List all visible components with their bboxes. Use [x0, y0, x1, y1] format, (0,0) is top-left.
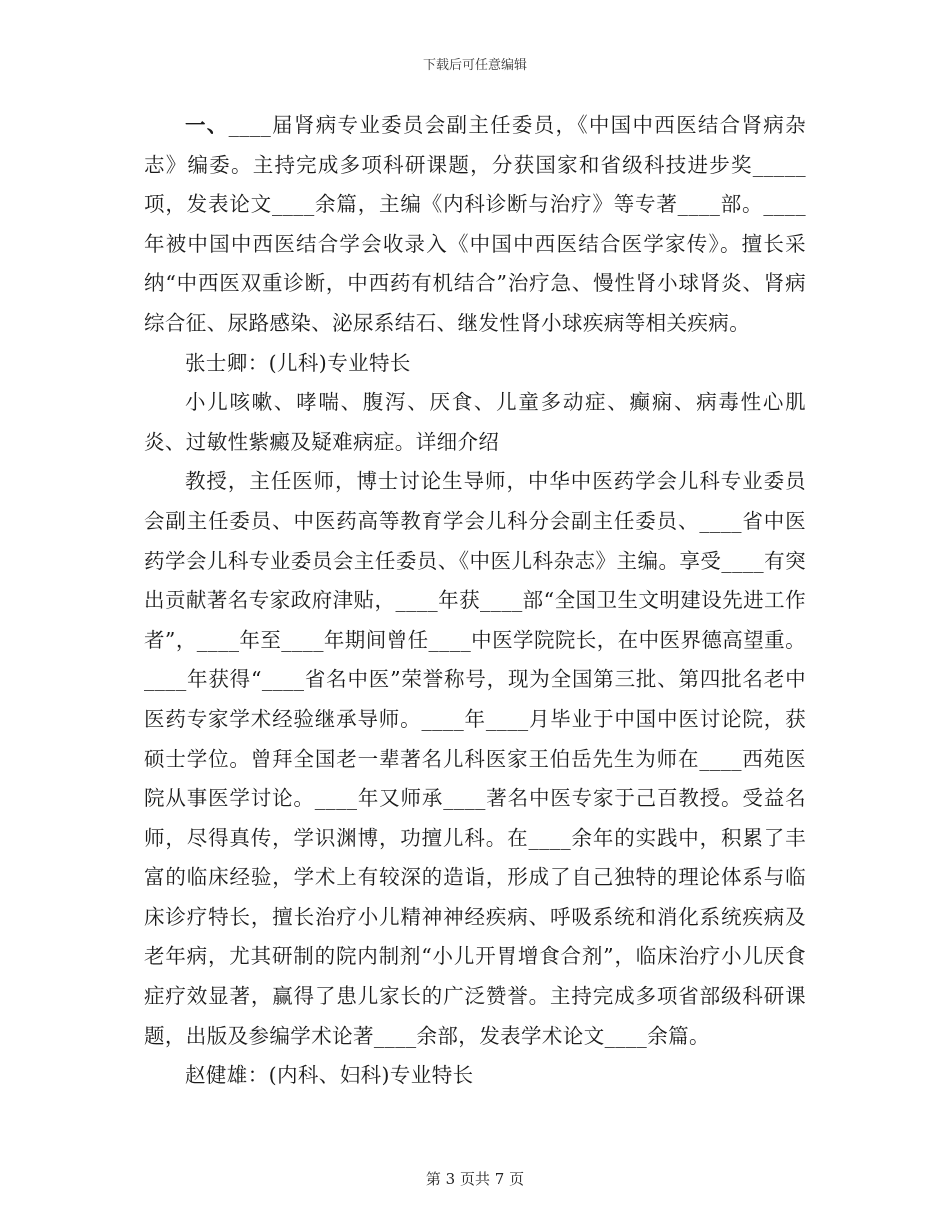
person-heading-zhao: 赵健雄：(内科、妇科)专业特长	[185, 1063, 474, 1088]
document-body	[144, 106, 806, 1096]
person-heading-zhang: 张士卿：(儿科)专业特长	[185, 350, 411, 375]
intro-paragraph	[144, 106, 806, 344]
section-number: 一、	[185, 113, 229, 137]
specialty-paragraph-zhang: 小儿咳嗽、哮喘、腹泻、厌食、儿童多动症、癫痫、病毒性心肌炎、过敏性紫癜及疑难病症。详细介绍	[144, 390, 806, 454]
page-header: 下载后可任意编辑	[422, 58, 527, 73]
intro-text: ____届肾病专业委员会副主任委员，《中国中西医结合肾病杂志》编委。主持完成多项科研课题，分获国家和省级科技进步奖_____项，发表论文____余篇，主编《内科诊断与治疗》等专著____部。____年被中国中西医结合学会收录入《中国中西医结合医学家传》。擅长采纳“中西医双重诊断，中西药有机结合”治疗急、慢性肾小球肾炎、肾病综合征、尿路感染、泌尿系结石、继发性肾小球疾病等相关疾病。	[144, 113, 806, 335]
bio-paragraph-zhang: 教授，主任医师，博士讨论生导师，中华中医药学会儿科专业委员会副主任委员、中医药高等教育学会儿科分会副主任委员、____省中医药学会儿科专业委员会主任委员、《中医儿科杂志》主编。享受____有突出贡献著名专家政府津贴，____年获____部“全国卫生文明建设先进工作者”，____年至____年期间曾任____中医学院院长，在中医界德高望重。____年获得“____省名中医”荣誉称号，现为全国第三批、第四批名老中医药专家学术经验继承导师。____年____月毕业于中国中医讨论院，获硕士学位。曾拜全国老一辈著名儿科医家王伯岳先生为师在____西苑医院从事医学讨论。____年又师承____著名中医专家于己百教授。受益名师，尽得真传，学识渊博，功擅儿科。在____余年的实践中，积累了丰富的临床经验，学术上有较深的造诣，形成了自己独特的理论体系与临床诊疗特长，擅长治疗小儿精神神经疾病、呼吸系统和消化系统疾病及老年病，尤其研制的院内制剂“小儿开胃增食合剂”，临床治疗小儿厌食症疗效显著，赢得了患儿家长的广泛赞誉。主持完成多项省部级科研课题，出版及参编学术论著____余部，发表学术论文____余篇。	[144, 469, 806, 1048]
page-number: 第 3 页共 7 页	[425, 1170, 525, 1188]
